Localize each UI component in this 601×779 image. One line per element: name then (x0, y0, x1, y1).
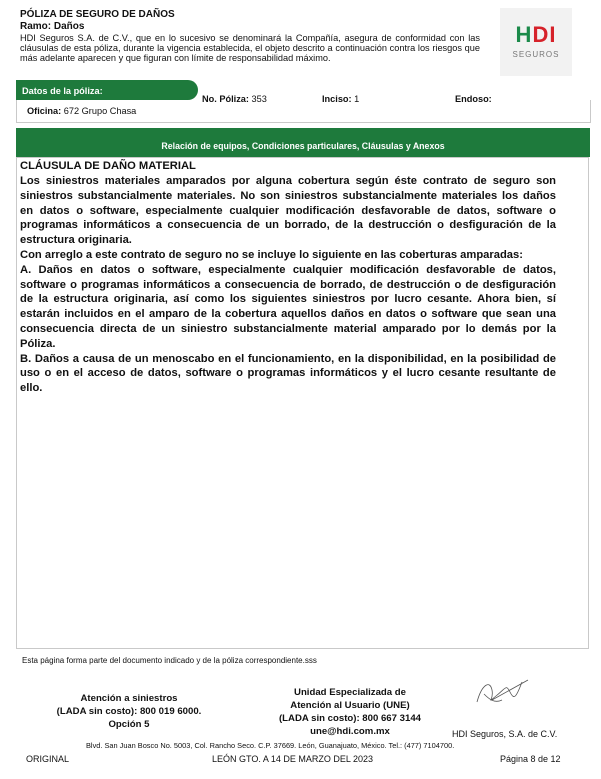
hdi-logo-subtitle: SEGUROS (512, 50, 560, 59)
clause-paragraph: B. Daños a causa de un menoscabo en el funcionamiento, en la disponibilidad, en la posibilidad de uso o en el acceso de datos, software o programas informáticos y el lucro cesante resultante de ello. (20, 352, 556, 395)
hdi-logo-wordmark (500, 22, 572, 48)
claims-line: Opción 5 (108, 719, 150, 730)
une-line: Unidad Especializada de (294, 687, 406, 698)
endoso-label: Endoso: (455, 94, 492, 104)
place-date: LEÓN GTO. A 14 DE MARZO DEL 2023 (212, 754, 374, 764)
signature-image (472, 674, 532, 710)
policy-data-tab (16, 80, 198, 100)
clause-title: CLÁUSULA DE DAÑO MATERIAL (20, 160, 196, 172)
section-bar-title: Relación de equipos, Condiciones particulares, Cláusulas y Anexos (161, 141, 445, 151)
claims-line: Atención a siniestros (80, 693, 178, 704)
oficina-field (27, 106, 136, 116)
no-poliza-label: No. Póliza: (202, 94, 249, 104)
claims-contact (50, 692, 208, 731)
clause-body (20, 174, 556, 396)
hdi-logo-di: DI (532, 22, 557, 47)
company-name: HDI Seguros, S.A. de C.V. (452, 729, 558, 739)
oficina-label: Oficina: (27, 106, 62, 116)
no-poliza-value: 353 (251, 94, 267, 104)
hdi-logo (500, 8, 572, 76)
clause-paragraph: Los siniestros materiales amparados por alguna cobertura según éste contrato de seguro son siniestros substancialmente materiales. No son siniestros substancialmente materiales los daños en datos o software, especialmente cualquier modificación desfavorable de datos, software o programas informáticos a consecuencia de un borrado, de la destrucción o desfiguración de la estructura originaria. (20, 175, 556, 247)
clause-paragraph: Con arreglo a este contrato de seguro no se incluye lo siguiente en las coberturas amparadas: (20, 248, 523, 261)
intro-text: HDI Seguros S.A. de C.V., que en lo sucesivo se denominará la Compañía, asegura de conformidad con las cláusulas de esta póliza, durante la vigencia establecida, el objeto descrito a continuación contra los riesgos que más adelante aparecen y que figuran con límite de responsabilidad máximo. (20, 33, 480, 63)
policy-data-label: Datos de la póliza: (22, 86, 103, 96)
clause-paragraph: A. Daños en datos o software, especialmente cualquier modificación desfavorable de datos, software o programas informáticos a consecuencia de borrado, de destrucción o de desfiguración de la estructura originaria, así como los siguientes siniestros por lucro cesante. Ahora bien, sí estarán incluidos en el amparo de la cobertura aquellos daños en datos o software que sean una consecuencia directa de un siniestro substancialmente material amparado por lo demás por la Póliza. (20, 263, 556, 350)
inciso-value: 1 (354, 94, 360, 104)
hdi-logo-h: H (515, 22, 533, 47)
section-bar (16, 128, 590, 157)
page-number: Página 8 de 12 (500, 754, 561, 764)
ramo-label: Ramo: Daños (20, 21, 85, 32)
inciso-label: Inciso: (322, 94, 352, 104)
une-line: (LADA sin costo): 800 667 3144 (278, 713, 421, 724)
company-address: Blvd. San Juan Bosco No. 5003, Col. Rancho Seco. C.P. 37669. León, Guanajuato, México. Tel.: (477) 7104700. (86, 741, 455, 750)
footer-note: Esta página forma parte del documento indicado y de la póliza correspondiente.sss (22, 656, 317, 665)
claims-line: (LADA sin costo): 800 019 6000. (56, 706, 202, 717)
une-line: Atención al Usuario (UNE) (290, 700, 410, 711)
une-contact (270, 686, 430, 738)
original-label: ORIGINAL (26, 754, 70, 764)
oficina-value: 672 Grupo Chasa (63, 106, 137, 116)
une-line: une@hdi.com.mx (310, 726, 390, 737)
document-title: PÓLIZA DE SEGURO DE DAÑOS (20, 9, 175, 20)
